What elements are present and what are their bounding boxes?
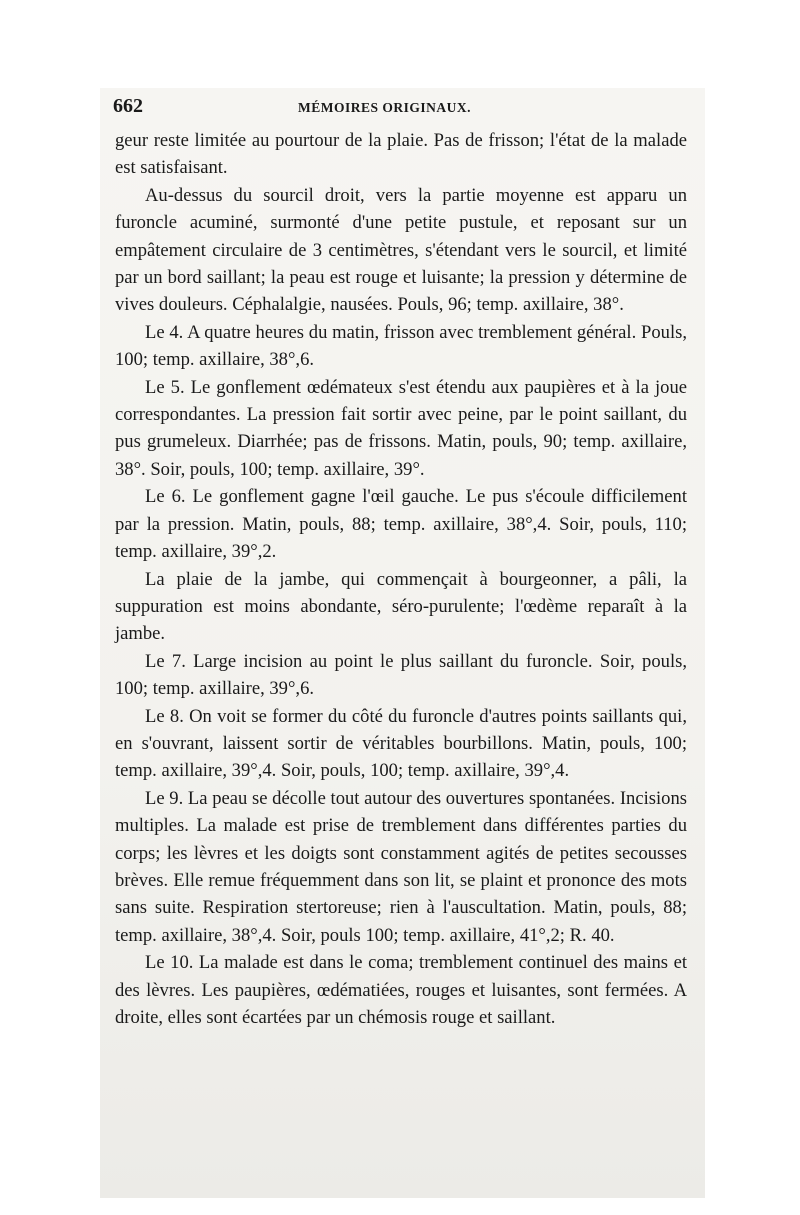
- page-header: [113, 95, 688, 125]
- running-title: MÉMOIRES ORIGINAUX.: [298, 100, 472, 115]
- paragraph: Le 9. La peau se décolle tout autour des ouvertures spontanées. Incisions multiples. La malade est prise de tremblement dans différentes parties du corps; les lèvres et les doigts sont constamment agités de petites secousses brèves. Elle remue fréquemment dans son lit, se plaint et prononce des mots sans suite. Respiration stertoreuse; rien à l'auscultation. Matin, pouls, 88; temp. axillaire, 38°,4. Soir, pouls 100; temp. axillaire, 41°,2; R. 40.: [115, 787, 687, 946]
- paragraph: La plaie de la jambe, qui commençait à bourgeonner, a pâli, la suppuration est moins abondante, séro-purulente; l'œdème reparaît à la jambe.: [115, 568, 687, 645]
- paragraph: Le 6. Le gonflement gagne l'œil gauche. Le pus s'écoule difficilement par la pression. Matin, pouls, 88; temp. axillaire, 38°,4. Soir, pouls, 110; temp. axillaire, 39°,2.: [115, 486, 687, 563]
- paragraph: Au-dessus du sourcil droit, vers la partie moyenne est apparu un furoncle acuminé, surmonté d'une petite pustule, et reposant sur un empâtement circulaire de 3 centimètres, s'étendant vers le sourcil, et limité par un bord saillant; la peau est rouge et luisante; la pression y détermine de vives douleurs. Céphalalgie, nausées. Pouls, 96; temp. axillaire, 38°.: [115, 184, 687, 316]
- paragraph: Le 4. A quatre heures du matin, frisson avec tremblement général. Pouls, 100; temp. axillaire, 38°,6.: [115, 321, 687, 371]
- paragraph: Le 5. Le gonflement œdémateux s'est étendu aux paupières et à la joue correspondantes. La pression fait sortir avec peine, par le point saillant, du pus grumeleux. Diarrhée; pas de frissons. Matin, pouls, 90; temp. axillaire, 38°. Soir, pouls, 100; temp. axillaire, 39°.: [115, 376, 687, 480]
- paragraph: Le 8. On voit se former du côté du furoncle d'autres points saillants qui, en s'ouvrant, laissent sortir de véritables bourbillons. Matin, pouls, 100; temp. axillaire, 39°,4. Soir, pouls, 100; temp. axillaire, 39°,4.: [115, 705, 687, 782]
- paragraph: Le 7. Large incision au point le plus saillant du furoncle. Soir, pouls, 100; temp. axillaire, 39°,6.: [115, 650, 687, 700]
- page-number: 662: [113, 95, 143, 117]
- paragraph: geur reste limitée au pourtour de la plaie. Pas de frisson; l'état de la malade est satisfaisant.: [115, 130, 687, 179]
- body-text: [115, 127, 687, 1031]
- paragraph: Le 10. La malade est dans le coma; tremblement continuel des mains et des lèvres. Les paupières, œdématiées, rouges et luisantes, sont fermées. A droite, elles sont écartées par un chémosis rouge et saillant.: [115, 952, 687, 1028]
